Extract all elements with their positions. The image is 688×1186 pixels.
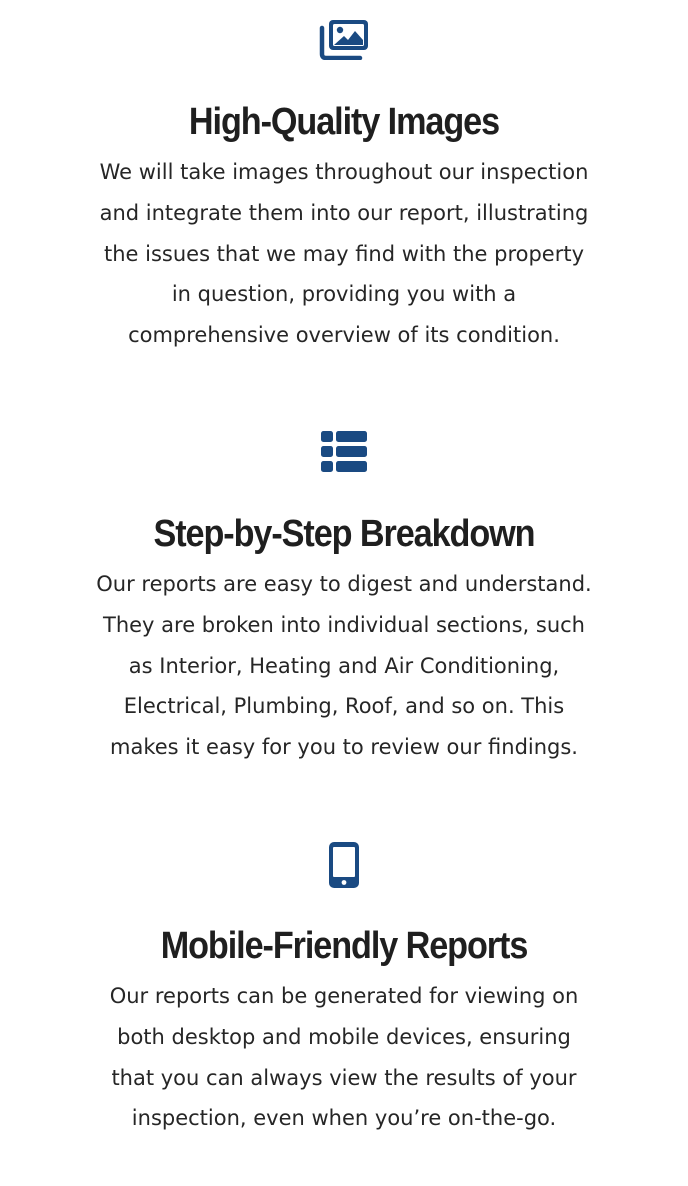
mobile-phone-icon	[329, 842, 359, 888]
feature-title: Mobile-Friendly Reports	[160, 925, 528, 967]
feature-description: Our reports are easy to digest and understand. They are broken into individual sections, such as Interior, Heating and Air Conditioning, Electrical, Plumbing, Roof, and so on. This makes it easy for you to review our findings.	[96, 572, 592, 760]
feature-title: Step-by-Step Breakdown	[153, 513, 535, 555]
feature-description: We will take images throughout our inspection and integrate them into our report, illustrating the issues that we may find with the property in question, providing you with a comprehensive overview of its condition.	[99, 160, 589, 348]
feature-title: High-Quality Images	[188, 101, 500, 143]
feature-description: Our reports can be generated for viewing on both desktop and mobile devices, ensuring that you can always view the results of your inspection, even when you’re on-the-go.	[109, 984, 579, 1131]
